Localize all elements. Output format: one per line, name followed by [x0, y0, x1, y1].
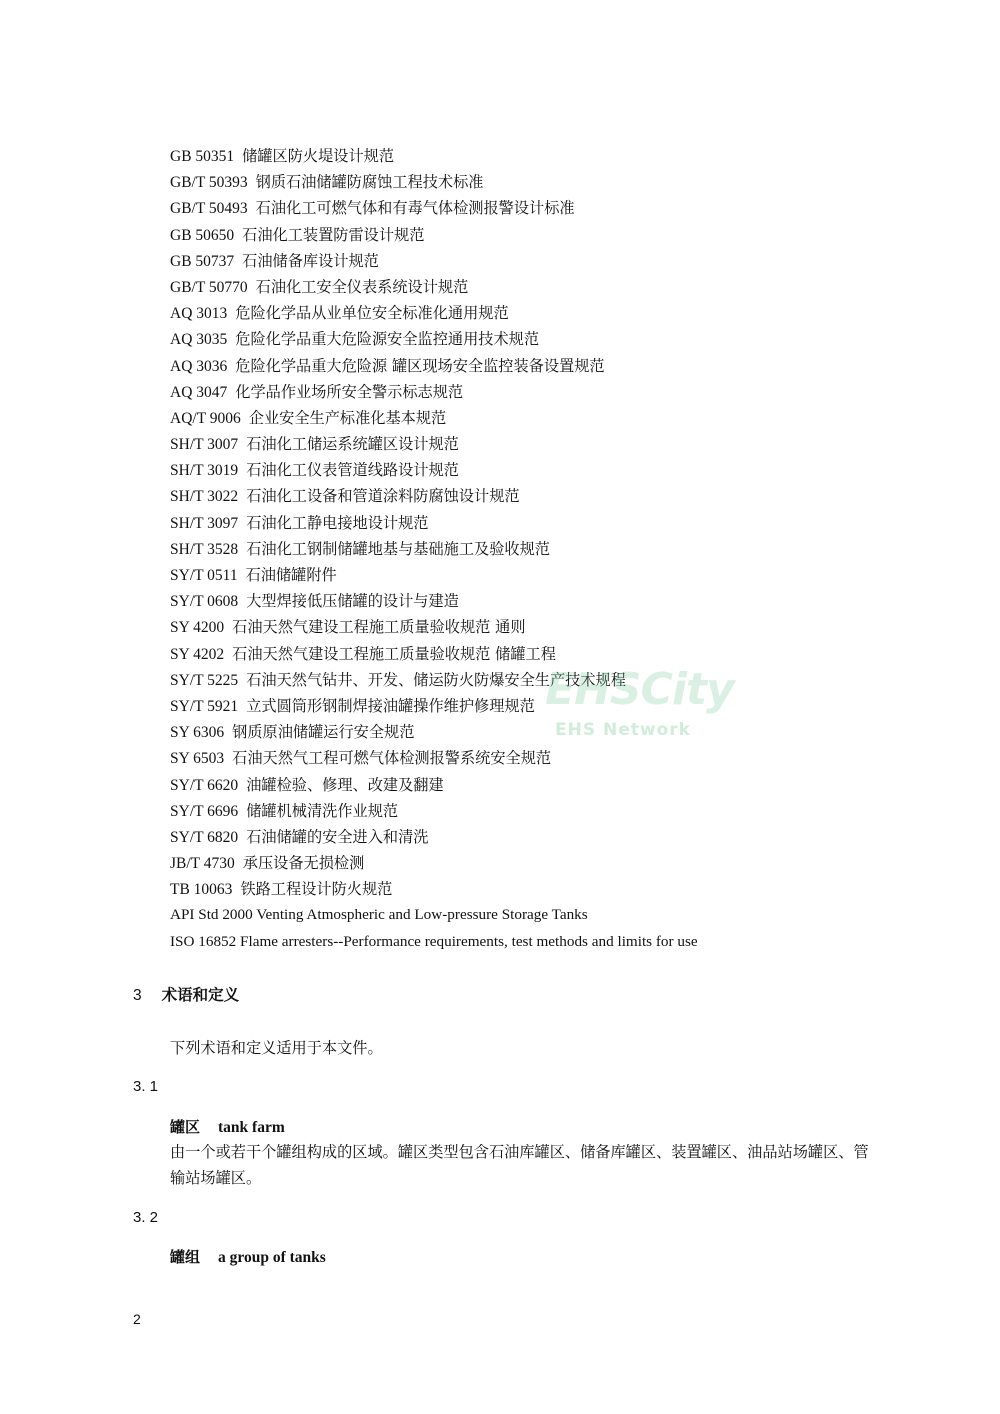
reference-title: 石油化工静电接地设计规范 — [246, 513, 429, 532]
watermark-logo-text: EHSCity — [545, 664, 734, 715]
watermark-subtitle: EHS Network — [555, 720, 691, 740]
reference-code: GB 50650 — [170, 226, 235, 244]
term-name-en: a group of tanks — [218, 1249, 326, 1266]
reference-item — [170, 195, 698, 221]
reference-item — [170, 693, 698, 719]
reference-item-en: API Std 2000 Venting Atmospheric and Low-pressure Storage Tanks — [170, 906, 588, 924]
reference-item — [170, 876, 698, 902]
section-number: 3 — [133, 987, 142, 1004]
reference-code: AQ 3013 — [170, 305, 228, 323]
reference-item — [170, 798, 698, 824]
reference-item — [170, 379, 698, 405]
reference-title: 化学品作业场所安全警示标志规范 — [235, 382, 464, 401]
reference-title: 石油化工钢制储罐地基与基础施工及验收规范 — [246, 539, 550, 558]
term-heading — [170, 1116, 285, 1139]
reference-code: JB/T 4730 — [170, 855, 235, 873]
reference-title: 危险化学品重大危险源安全监控通用技术规范 — [235, 330, 540, 349]
term-heading — [170, 1246, 326, 1269]
reference-code: SH/T 3097 — [170, 514, 239, 532]
reference-code: SY 6306 — [170, 724, 225, 742]
term-definition: 由一个或若干个罐组构成的区域。罐区类型包含石油库罐区、储备库罐区、装置罐区、油品站场罐区、管输站场罐区。 — [170, 1143, 869, 1187]
reference-item — [170, 536, 698, 562]
reference-code: TB 10063 — [170, 881, 233, 899]
section-title: 术语和定义 — [161, 986, 240, 1004]
reference-title: 储罐区防火堤设计规范 — [242, 147, 395, 165]
reference-item — [170, 745, 698, 771]
reference-title: 石油天然气工程可燃气体检测报警系统安全规范 — [232, 749, 552, 768]
reference-code: AQ 3035 — [170, 331, 228, 349]
reference-title: 石油化工储运系统罐区设计规范 — [246, 435, 459, 454]
section-intro: 下列术语和定义适用于本文件。 — [170, 1039, 383, 1057]
reference-code: GB 50351 — [170, 148, 235, 165]
reference-title: 石油化工仪表管道线路设计规范 — [246, 461, 459, 480]
reference-code: GB/T 50770 — [170, 278, 248, 296]
term-name-cn: 罐区 — [170, 1118, 201, 1136]
reference-title: 石油天然气建设工程施工质量验收规范 储罐工程 — [232, 644, 556, 663]
reference-code: SH/T 3007 — [170, 436, 239, 454]
reference-title: 钢质原油储罐运行安全规范 — [232, 723, 415, 742]
reference-title: 石油天然气钻井、开发、储运防火防爆安全生产技术规程 — [246, 670, 626, 689]
reference-title: 钢质石油储罐防腐蚀工程技术标准 — [255, 173, 484, 192]
reference-title: 危险化学品重大危险源 罐区现场安全监控装备设置规范 — [235, 356, 605, 375]
reference-item — [170, 405, 698, 431]
reference-title: 石油储罐的安全进入和清洗 — [246, 827, 429, 846]
reference-code: SH/T 3528 — [170, 540, 239, 558]
reference-item — [170, 824, 698, 850]
reference-item — [170, 510, 698, 536]
reference-title: 大型焊接低压储罐的设计与建造 — [246, 592, 459, 611]
reference-item — [170, 248, 698, 274]
reference-title: 承压设备无损检测 — [242, 854, 365, 873]
reference-code: SH/T 3019 — [170, 462, 239, 480]
reference-title: 石油化工装置防雷设计规范 — [242, 225, 425, 244]
reference-item — [170, 772, 698, 798]
reference-title: 铁路工程设计防火规范 — [240, 880, 393, 899]
reference-code: SY/T 6696 — [170, 802, 239, 820]
reference-item — [170, 667, 698, 693]
reference-title: 油罐检验、修理、改建及翻建 — [246, 775, 444, 794]
reference-item — [170, 562, 698, 588]
reference-item — [170, 588, 698, 614]
reference-title: 立式圆筒形钢制焊接油罐操作维护修理规范 — [246, 696, 535, 715]
reference-item — [170, 143, 698, 169]
reference-code: SY/T 6620 — [170, 776, 239, 794]
reference-code: GB/T 50493 — [170, 200, 248, 218]
reference-item — [170, 850, 698, 876]
reference-code: GB 50737 — [170, 252, 235, 270]
reference-code: SY/T 6820 — [170, 828, 239, 846]
reference-item — [170, 719, 698, 745]
reference-item — [170, 431, 698, 457]
reference-code: SH/T 3022 — [170, 488, 239, 506]
reference-code: SY 4202 — [170, 645, 225, 663]
reference-code: SY/T 0511 — [170, 567, 238, 584]
reference-code: AQ/T 9006 — [170, 409, 241, 427]
section-heading — [133, 984, 239, 1007]
reference-item — [170, 483, 698, 509]
reference-code: SY/T 5921 — [170, 697, 239, 715]
normative-references-list — [170, 143, 698, 955]
reference-title: 石油储备库设计规范 — [242, 251, 379, 270]
term-number: 3. 2 — [133, 1209, 159, 1226]
reference-code: GB/T 50393 — [170, 174, 248, 192]
reference-item — [170, 614, 698, 640]
reference-code: SY/T 5225 — [170, 671, 239, 689]
reference-item — [170, 326, 698, 352]
reference-title: 石油天然气建设工程施工质量验收规范 通则 — [232, 618, 526, 637]
reference-title: 石油化工安全仪表系统设计规范 — [255, 277, 469, 296]
reference-code: SY 4200 — [170, 619, 225, 637]
reference-title: 危险化学品从业单位安全标准化通用规范 — [235, 304, 509, 323]
reference-item — [170, 300, 698, 326]
reference-title: 石油化工可燃气体和有毒气体检测报警设计标准 — [255, 199, 575, 218]
reference-item — [170, 222, 698, 248]
reference-item — [170, 274, 698, 300]
reference-code: AQ 3047 — [170, 383, 228, 401]
reference-item-en: ISO 16852 Flame arresters--Performance requirements, test methods and limits for use — [170, 932, 698, 950]
page-number: 2 — [133, 1311, 141, 1327]
reference-item — [170, 353, 698, 379]
reference-title: 石油储罐附件 — [245, 566, 337, 584]
reference-code: AQ 3036 — [170, 357, 228, 375]
reference-title: 石油化工设备和管道涂料防腐蚀设计规范 — [246, 487, 520, 506]
term-number: 3. 1 — [133, 1078, 159, 1095]
reference-code: SY/T 0608 — [170, 593, 239, 611]
reference-item — [170, 457, 698, 483]
reference-title: 企业安全生产标准化基本规范 — [248, 408, 447, 427]
reference-title: 储罐机械清洗作业规范 — [246, 801, 399, 820]
term-name-en: tank farm — [218, 1119, 285, 1136]
term-name-cn: 罐组 — [170, 1248, 201, 1266]
reference-item — [170, 641, 698, 667]
reference-code: SY 6503 — [170, 750, 225, 768]
reference-item — [170, 169, 698, 195]
